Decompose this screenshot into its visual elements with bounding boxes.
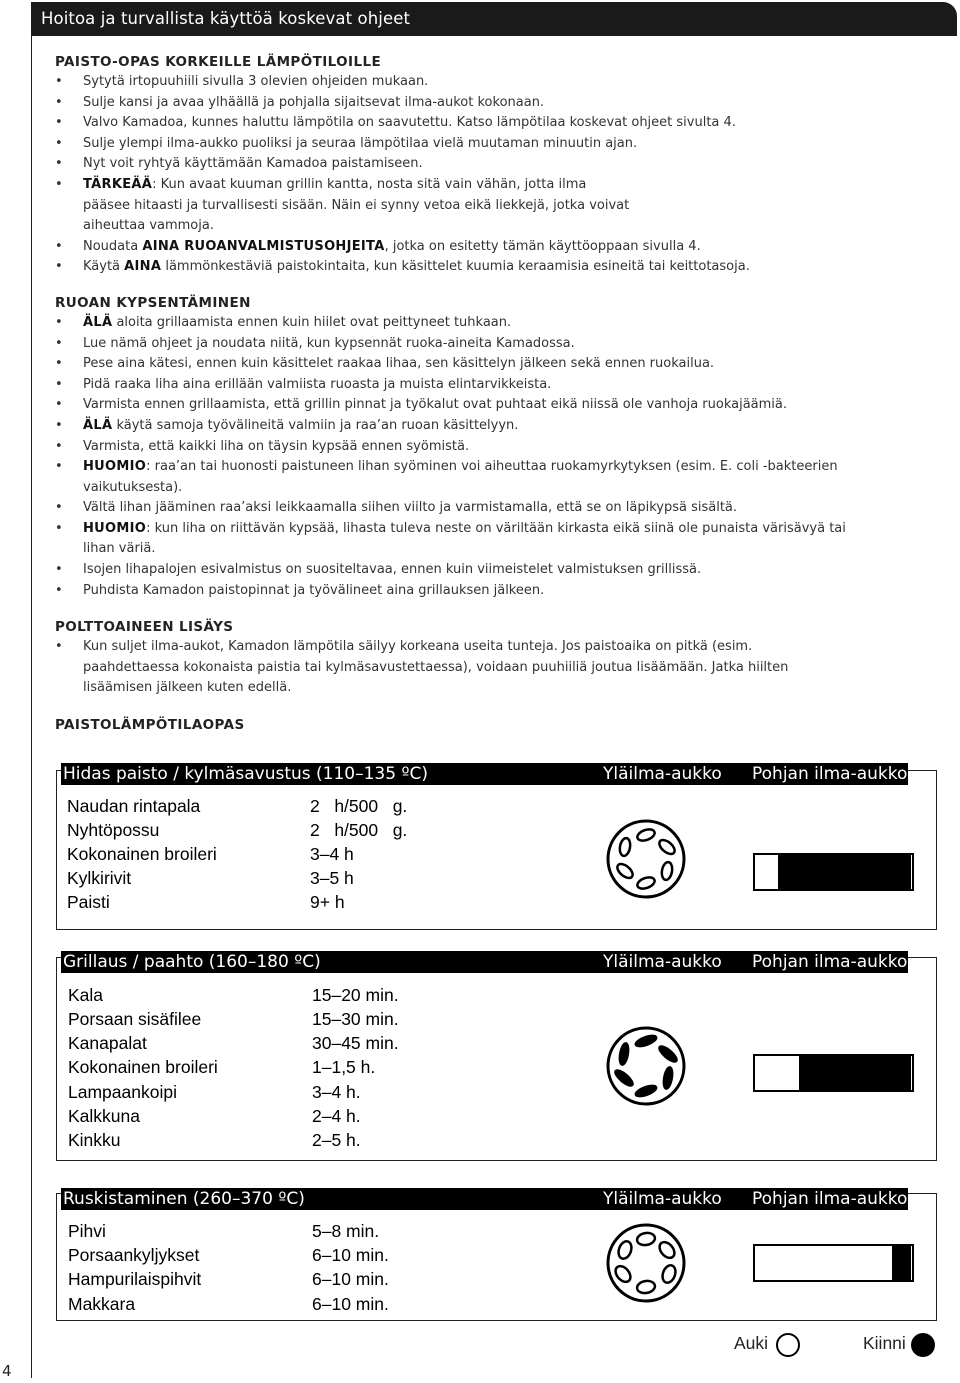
text: aloita grillaamista ennen kuin hiilet ovat peittyneet tuhkaan. xyxy=(112,314,512,330)
food-name: Lampaankoipi xyxy=(68,1082,177,1102)
high-temp-list xyxy=(55,72,935,278)
list-item: • Nyt voit ryhtyä käyttämään Kamadoa paistamiseen. xyxy=(55,154,935,175)
cooking-list xyxy=(55,313,935,601)
column-top-vent: Yläilma-aukko xyxy=(603,952,722,972)
text: käytä samoja työvälineitä valmiin ja raa’an ruoan käsittelyyn. xyxy=(112,417,519,433)
emphasis: HUOMIO xyxy=(83,520,147,536)
list-item xyxy=(55,457,935,498)
cook-time: 2 h/500 g. xyxy=(310,820,408,840)
food-name: Naudan rintapala xyxy=(67,796,201,816)
legend-closed-label: Kiinni xyxy=(863,1333,906,1353)
list-item-important xyxy=(55,175,935,237)
food-name: Pihvi xyxy=(68,1221,106,1241)
open-circle-icon xyxy=(775,1332,801,1358)
important-text-line3: aiheuttaa vammoja. xyxy=(83,218,214,234)
emphasis: AINA xyxy=(124,259,162,275)
cook-time: 1–1,5 h. xyxy=(312,1057,376,1077)
emphasis: AINA RUOANVALMISTUSOHJEITA xyxy=(142,238,385,254)
list-item xyxy=(55,257,935,278)
cook-time: 30–45 min. xyxy=(312,1033,399,1053)
table-header-grill-roast xyxy=(61,951,908,973)
cook-time: 3–5 h xyxy=(310,868,354,888)
list-item: • Lue nämä ohjeet ja noudata niitä, kun kypsennät ruoka-aineita Kamadossa. xyxy=(55,334,935,355)
page-number: 4 xyxy=(2,1362,12,1380)
column-bottom-vent: Pohjan ilma-aukko xyxy=(752,764,908,784)
food-name: Kokonainen broileri xyxy=(68,1057,218,1077)
list-item: • Sulje ylempi ilma-aukko puoliksi ja seuraa lämpötilaa vielä muutaman minuutin ajan. xyxy=(55,134,935,155)
list-item: • Vältä lihan jääminen raa’aksi leikkaamalla siihen viilto ja varmistamalla, että se on läpikypsä sisältä. xyxy=(55,498,935,519)
fuel-list xyxy=(55,637,935,699)
column-bottom-vent: Pohjan ilma-aukko xyxy=(752,1189,908,1209)
text: lihan väriä. xyxy=(83,541,156,557)
cook-time: 3–4 h xyxy=(310,844,354,864)
list-item xyxy=(55,637,935,699)
list-item: • Varmista ennen grillaamista, että grillin pinnat ja työkalut ovat puhtaat eikä niissä ole vanhoja ruokajäämiä. xyxy=(55,395,935,416)
bottom-vent-indicator xyxy=(753,853,914,891)
page-frame-left xyxy=(31,36,32,1378)
food-name: Kokonainen broileri xyxy=(67,844,217,864)
text: , jotka on esitetty tämän käyttöoppaan sivulla 4. xyxy=(384,238,701,254)
list-item xyxy=(55,237,935,258)
important-text-line2: pääsee hitaasti ja turvallisesti sisään. Näin ei synny vetoa eikä liekkejä, jotka voivat xyxy=(83,197,630,213)
column-top-vent: Yläilma-aukko xyxy=(603,1189,722,1209)
instructions-content xyxy=(55,52,935,735)
cook-time: 3–4 h. xyxy=(312,1082,361,1102)
list-item: • Puhdista Kamadon paistopinnat ja työvälineet aina grillauksen jälkeen. xyxy=(55,581,935,602)
list-item: • Pese aina kätesi, ennen kuin käsittelet raakaa lihaa, sen käsittelyn jälkeen sekä ennen ruokailua. xyxy=(55,354,935,375)
table-title: Grillaus / paahto (160–180 ºC) xyxy=(63,952,321,972)
cook-time: 15–30 min. xyxy=(312,1009,399,1029)
text: Kun suljet ilma-aukot, Kamadon lämpötila säilyy korkeana useita tunteja. Jos paistoaika on pitkä (esim. xyxy=(83,639,753,655)
bottom-vent-indicator xyxy=(753,1054,914,1092)
section-title-fuel: POLTTOAINEEN LISÄYS xyxy=(55,619,234,636)
text: Käytä xyxy=(83,259,125,275)
closed-circle-icon xyxy=(910,1332,936,1358)
food-name: Kalkkuna xyxy=(68,1106,140,1126)
text: vaikutuksesta). xyxy=(83,479,183,495)
table-header-searing xyxy=(61,1188,908,1210)
food-name: Porsaankyljykset xyxy=(68,1245,200,1265)
text: lämmönkestäviä paistokintaita, kun käsittelet kuumia keraamisia esineitä tai keittotasoja. xyxy=(161,259,750,275)
food-name: Hampurilaispihvit xyxy=(68,1269,202,1289)
bottom-vent-closed-portion xyxy=(778,855,911,889)
legend-open-label: Auki xyxy=(734,1333,769,1353)
bottom-vent-closed-portion xyxy=(892,1246,911,1280)
cook-time: 5–8 min. xyxy=(312,1221,380,1241)
section-title-cooking: RUOAN KYPSENTÄMINEN xyxy=(55,294,251,311)
section-title-high-temp: PAISTO-OPAS KORKEILLE LÄMPÖTILOILLE xyxy=(55,54,382,70)
table-title: Hidas paisto / kylmäsavustus (110–135 ºC) xyxy=(63,764,428,784)
cook-time: 15–20 min. xyxy=(312,985,399,1005)
list-item: • Valvo Kamadoa, kunnes haluttu lämpötila on saavutettu. Katso lämpötilaa koskevat ohjeet sivulta 4. xyxy=(55,113,935,134)
page-header-title: Hoitoa ja turvallista käyttöä koskevat ohjeet xyxy=(41,9,411,28)
list-item: • Isojen lihapalojen esivalmistus on suositeltavaa, ennen kuin viimeistelet valmistuksen grillissä. xyxy=(55,560,935,581)
emphasis: ÄLÄ xyxy=(83,314,113,330)
food-name: Kala xyxy=(68,985,104,1005)
top-vent-icon xyxy=(605,1222,687,1304)
cook-time: 9+ h xyxy=(310,892,345,912)
text: : raa’an tai huonosti paistuneen lihan syöminen voi aiheuttaa ruokamyrkytyksen (esim. E. coli -bakteerien xyxy=(146,459,838,475)
list-item xyxy=(55,519,935,560)
section-title-temp-guide: PAISTOLÄMPÖTILAOPAS xyxy=(55,717,245,734)
important-text: : Kun avaat kuuman grillin kantta, nosta sitä vain vähän, jotta ilma xyxy=(152,176,587,192)
cook-time: 6–10 min. xyxy=(312,1269,389,1289)
cook-time: 6–10 min. xyxy=(312,1294,389,1314)
bottom-vent-closed-portion xyxy=(799,1056,911,1090)
list-item xyxy=(55,313,935,334)
list-item xyxy=(55,416,935,437)
column-bottom-vent: Pohjan ilma-aukko xyxy=(752,952,908,972)
emphasis: HUOMIO xyxy=(83,459,147,475)
food-name: Paisti xyxy=(67,892,110,912)
food-name: Kinkku xyxy=(68,1130,121,1150)
text: Noudata xyxy=(83,238,143,254)
food-name: Porsaan sisäfilee xyxy=(68,1009,202,1029)
top-vent-icon xyxy=(605,1025,687,1107)
list-item: • Sytytä irtopuuhiili sivulla 3 olevien ohjeiden mukaan. xyxy=(55,72,935,93)
food-name: Nyhtöpossu xyxy=(67,820,160,840)
cook-time: 2 h/500 g. xyxy=(310,796,408,816)
list-item: • Sulje kansi ja avaa ylhäällä ja pohjalla sijaitsevat ilma-aukot kokonaan. xyxy=(55,93,935,114)
text: : kun liha on riittävän kypsää, lihasta tuleva neste on väriltään kirkasta eikä siinä ole punaista värisävyä tai xyxy=(146,520,846,536)
text: paahdettaessa kokonaista paistia tai kylmäsavustettaessa), voidaan puuhiiliä joutua lisäämään. Jatka hiilten xyxy=(83,659,789,675)
cook-time: 6–10 min. xyxy=(312,1245,389,1265)
food-name: Kylkirivit xyxy=(67,868,132,888)
top-vent-icon xyxy=(605,818,687,900)
cook-time: 2–4 h. xyxy=(312,1106,361,1126)
page-header xyxy=(31,2,957,36)
table-title: Ruskistaminen (260–370 ºC) xyxy=(63,1189,305,1209)
table-header-slow-smoke xyxy=(61,763,908,785)
list-item: • Varmista, että kaikki liha on täysin kypsää ennen syömistä. xyxy=(55,437,935,458)
bottom-vent-indicator xyxy=(753,1244,914,1282)
food-name: Makkara xyxy=(68,1294,136,1314)
text: lisäämisen jälkeen kuten edellä. xyxy=(83,680,292,696)
cook-time: 2–5 h. xyxy=(312,1130,361,1150)
food-name: Kanapalat xyxy=(68,1033,147,1053)
list-item: • Pidä raaka liha aina erillään valmiista ruoasta ja muista elintarvikkeista. xyxy=(55,375,935,396)
important-label: TÄRKEÄÄ xyxy=(83,176,153,192)
emphasis: ÄLÄ xyxy=(83,417,113,433)
column-top-vent: Yläilma-aukko xyxy=(603,764,722,784)
